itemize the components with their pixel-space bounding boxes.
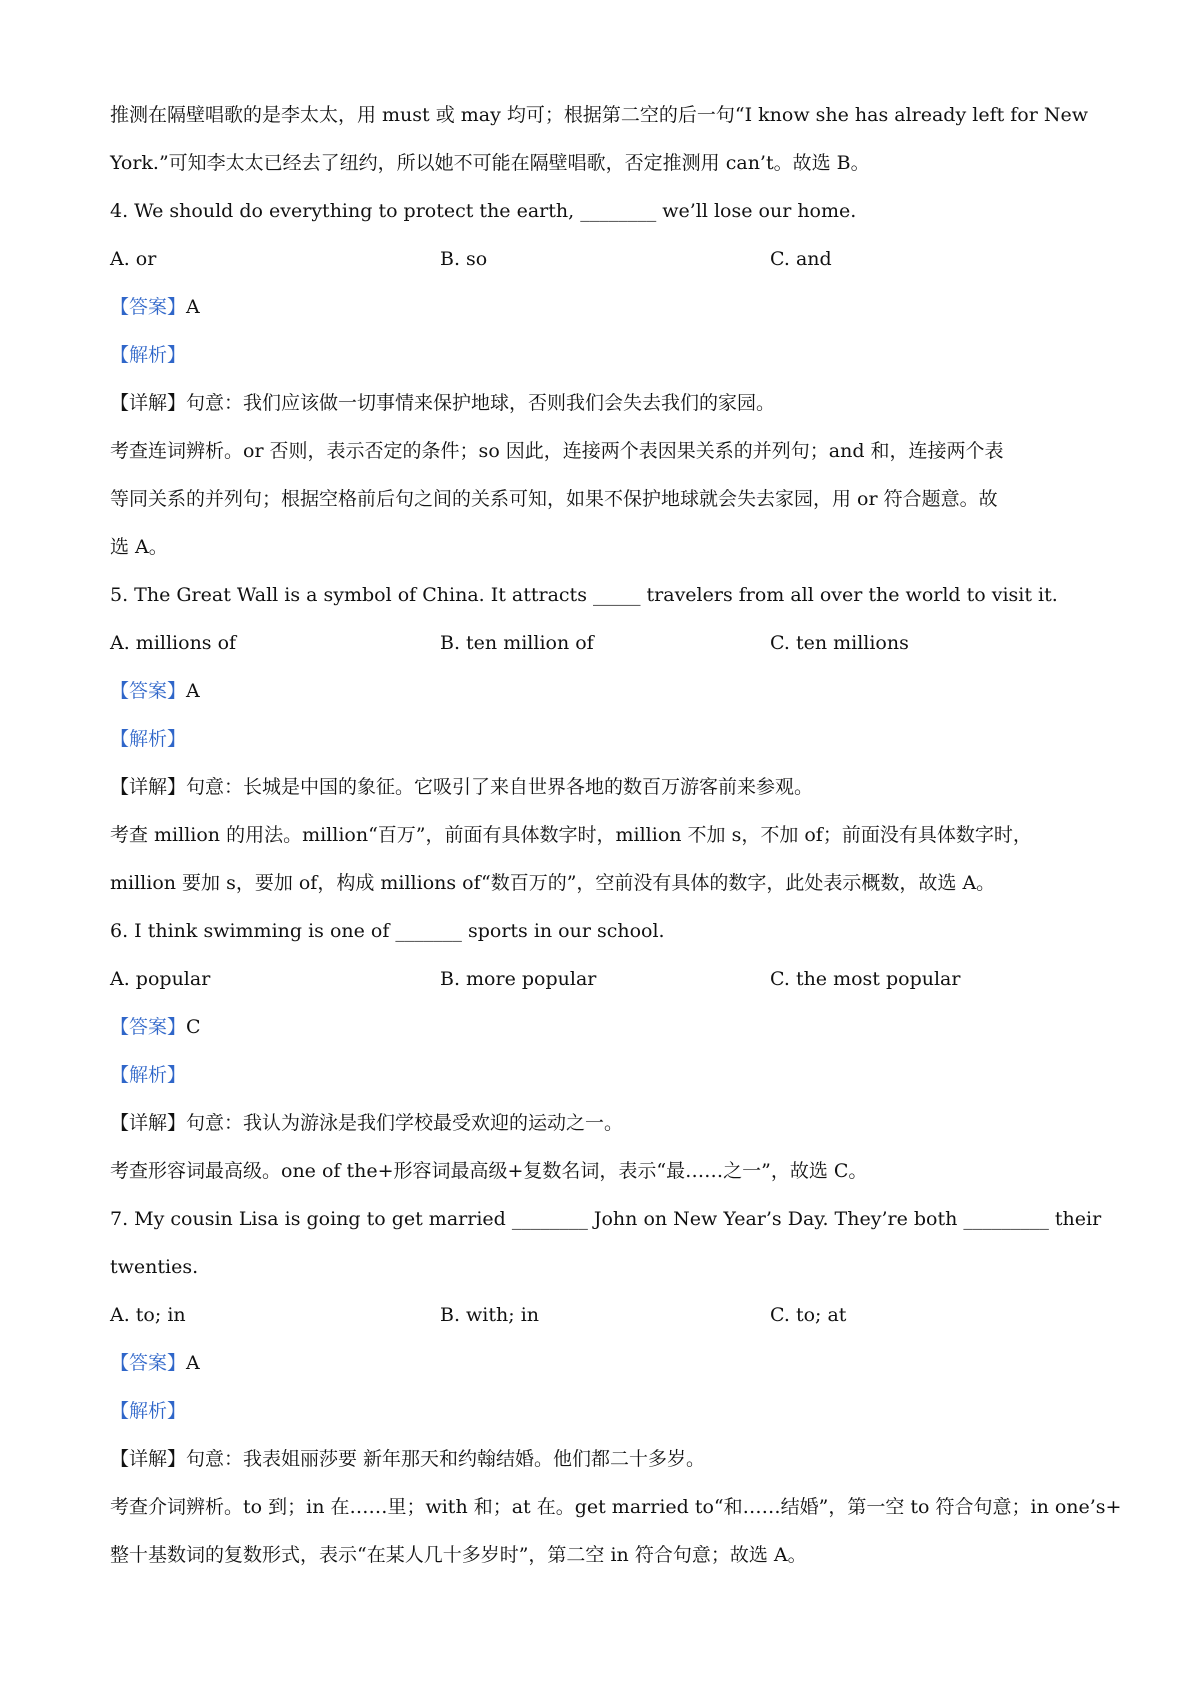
q5-answer-value: A [186,680,200,702]
q6-explain-1: 考查形容词最高级。one of the+形容词最高级+复数名词，表示“最……之一”，故选 C。 [110,1160,868,1182]
q5-explain-1: 考查 million 的用法。million“百万”，前面有具体数字时，million 不加 s，不加 of；前面没有具体数字时， [110,824,1032,846]
q7-answer [110,1349,1100,1377]
answer-label: 【答案】 [110,1016,187,1038]
q5-analysis-label [110,725,1100,753]
q4-stem: 4. We should do everything to protect the earth, ________ we’ll lose our home. [110,200,857,222]
intro-line-2: York.”可知李太太已经去了纽约，所以她不可能在隔壁唱歌，否定推测用 can’t。故选 B。 [110,152,870,174]
q7-option-a: A. to; in [110,1304,186,1326]
analysis-label: 【解析】 [110,344,187,366]
q7-stem-line-1: 7. My cousin Lisa is going to get married ________ John on New Year’s Day. They’re both _________ their [110,1208,1102,1230]
q7-analysis-label [110,1397,1100,1425]
q4-analysis-label [110,341,1100,369]
intro-line-1: 推测在隔壁唱歌的是李太太，用 must 或 may 均可；根据第二空的后一句“I know she has already left for New [110,104,1089,126]
q7-stem-line-2: twenties. [110,1256,199,1278]
q7-explain-2: 整十基数词的复数形式，表示“在某人几十多岁时”，第二空 in 符合句意；故选 A。 [110,1544,807,1566]
q7-option-b: B. with; in [440,1304,540,1326]
q4-explain-3: 选 A。 [110,536,168,558]
analysis-label: 【解析】 [110,1400,187,1422]
detail-label: 【详解】 [110,1112,187,1134]
q4-answer [110,293,1100,321]
q6-option-b: B. more popular [440,968,597,990]
analysis-label: 【解析】 [110,1064,187,1086]
q5-option-b: B. ten million of [440,632,594,654]
detail-label: 【详解】 [110,1448,187,1470]
q6-option-c: C. the most popular [770,968,961,990]
q5-option-a: A. millions of [110,632,237,654]
q4-option-a: A. or [110,248,157,270]
q7-detail [110,1445,1100,1473]
q6-answer-value: C [186,1016,201,1038]
q7-option-c: C. to; at [770,1304,847,1326]
q6-analysis-label [110,1061,1100,1089]
q5-detail-text: 句意：长城是中国的象征。它吸引了来自世界各地的数百万游客前来参观。 [186,776,814,798]
answer-label: 【答案】 [110,1352,187,1374]
q4-option-c: C. and [770,248,832,270]
q6-stem: 6. I think swimming is one of _______ sports in our school. [110,920,665,942]
q5-stem: 5. The Great Wall is a symbol of China. It attracts _____ travelers from all over the world to visit it. [110,584,1058,606]
q4-answer-value: A [186,296,200,318]
q4-detail [110,389,1100,417]
detail-label: 【详解】 [110,776,187,798]
analysis-label: 【解析】 [110,728,187,750]
detail-label: 【详解】 [110,392,187,414]
q5-explain-2: million 要加 s，要加 of，构成 millions of“数百万的”，空前没有具体的数字，此处表示概数，故选 A。 [110,872,996,894]
q4-detail-text: 句意：我们应该做一切事情来保护地球，否则我们会失去我们的家园。 [186,392,776,414]
q7-explain-1: 考查介词辨析。to 到；in 在……里；with 和；at 在。get married to“和……结婚”，第一空 to 符合句意；in one’s+ [110,1496,1122,1518]
q5-detail [110,773,1100,801]
q5-option-c: C. ten millions [770,632,909,654]
answer-label: 【答案】 [110,680,187,702]
q4-explain-2: 等同关系的并列句；根据空格前后句之间的关系可知，如果不保护地球就会失去家园，用 or 符合题意。故 [110,488,998,510]
q4-option-b: B. so [440,248,488,270]
q6-detail [110,1109,1100,1137]
q6-option-a: A. popular [110,968,211,990]
q6-answer [110,1013,1100,1041]
answer-label: 【答案】 [110,296,187,318]
q7-detail-text: 句意：我表姐丽莎要 新年那天和约翰结婚。他们都二十多岁。 [186,1448,706,1470]
q6-detail-text: 句意：我认为游泳是我们学校最受欢迎的运动之一。 [186,1112,624,1134]
q4-explain-1: 考查连词辨析。or 否则，表示否定的条件；so 因此，连接两个表因果关系的并列句；and 和，连接两个表 [110,440,1004,462]
q7-answer-value: A [186,1352,200,1374]
q5-answer [110,677,1100,705]
